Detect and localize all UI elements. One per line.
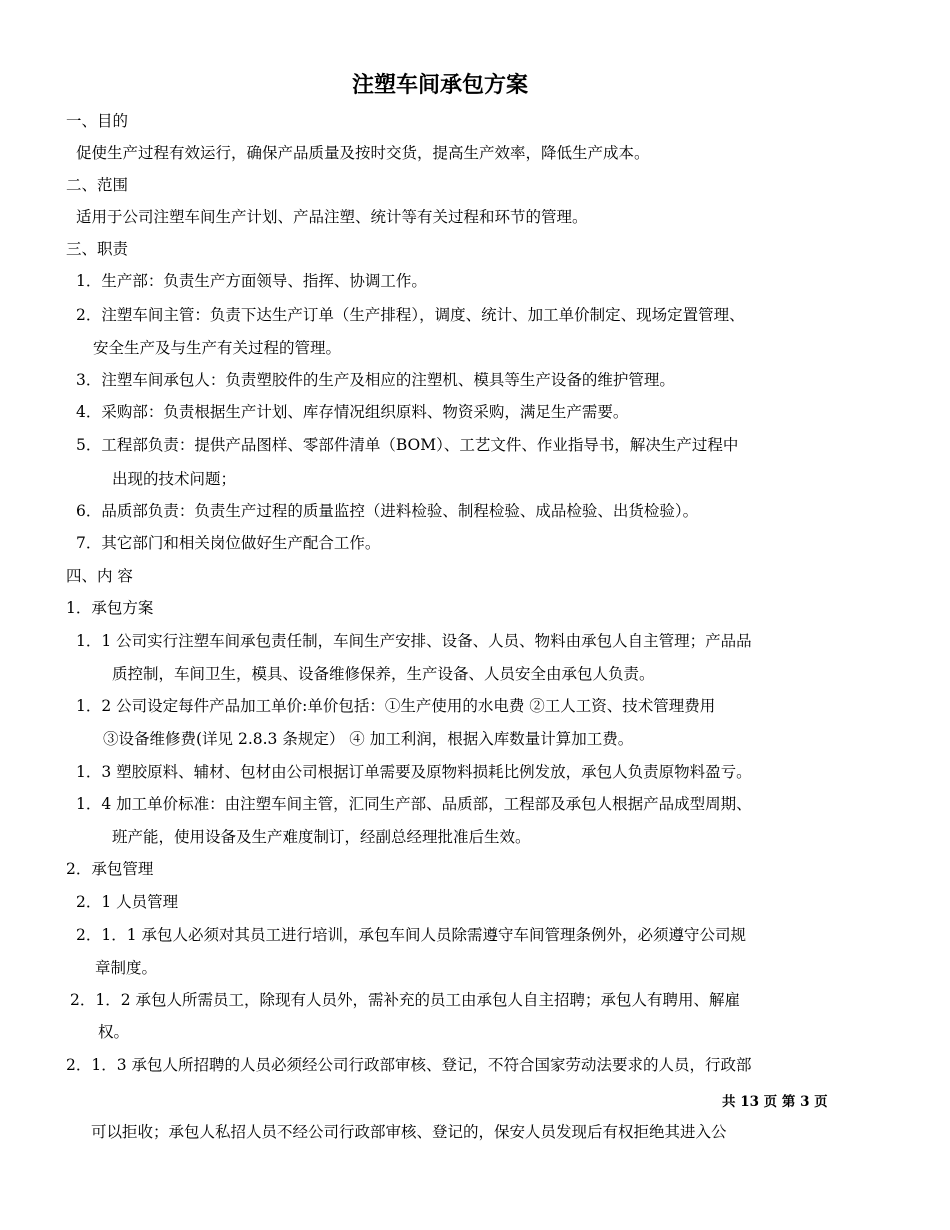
list-item: 2．注塑车间主管：负责下达生产订单（生产排程），调度、统计、加工单价制定、现场定置管理、 [76,306,745,324]
clause: 1．3 塑胶原料、辅材、包材由公司根据订单需要及原物料损耗比例发放，承包人负责原物料盈亏。 [76,763,752,781]
list-item: 5．工程部负责：提供产品图样、零部件清单（BOM）、工艺文件、作业指导书，解决生产过程中 [76,436,739,454]
clause-continuation: 可以拒收；承包人私招人员不经公司行政部审核、登记的，保安人员发现后有权拒绝其进入公 [91,1123,727,1141]
list-item: 7．其它部门和相关岗位做好生产配合工作。 [76,534,381,552]
clause: 2．1．2 承包人所需员工，除现有人员外，需补充的员工由承包人自主招聘；承包人有聘用、解雇 [70,991,741,1009]
list-item-continuation: 安全生产及与生产有关过程的管理。 [93,339,342,357]
clause-continuation: 质控制，车间卫生，模具、设备维修保养，生产设备、人员安全由承包人负责。 [112,665,655,683]
section-heading-content: 四、内 容 [66,567,133,585]
list-item: 6．品质部负责：负责生产过程的质量监控（进料检验、制程检验、成品检验、出货检验）。 [76,502,699,520]
document-title: 注塑车间承包方案 [351,73,528,98]
list-item-continuation: 出现的技术问题； [112,470,237,488]
paragraph: 促使生产过程有效运行，确保产品质量及按时交货，提高生产效率，降低生产成本。 [76,144,650,162]
list-item: 1．生产部：负责生产方面领导、指挥、协调工作。 [76,272,427,290]
subsection-heading: 1．承包方案 [66,599,154,617]
list-item: 3．注塑车间承包人：负责塑胶件的生产及相应的注塑机、模具等生产设备的维护管理。 [76,371,675,389]
clause: 2．1．3 承包人所招聘的人员必须经公司行政部审核、登记，不符合国家劳动法要求的人员，行政部 [66,1056,752,1074]
section-heading-purpose: 一、目的 [66,112,129,130]
clause: 2．1．1 承包人必须对其员工进行培训，承包车间人员除需遵守车间管理条例外，必须遵守公司规 [76,926,747,944]
section-heading-scope: 二、范围 [66,176,129,194]
clause-continuation: 权。 [98,1023,130,1041]
clause-continuation: 章制度。 [95,959,158,977]
list-item: 4．采购部：负责根据生产计划、库存情况组织原料、物资采购，满足生产需要。 [76,403,629,421]
page-number: 共 13 页 第 3 页 [722,1094,828,1110]
clause-continuation: 班产能，使用设备及生产难度制订，经副总经理批准后生效。 [112,828,531,846]
clause-continuation: ③设备维修费(详见 2.8.3 条规定） ④ 加工利润，根据入库数量计算加工费。 [103,730,634,748]
clause: 1．4 加工单价标准：由注塑车间主管，汇同生产部、品质部，工程部及承包人根据产品成型周期、 [76,795,752,813]
clause-heading: 2．1 人员管理 [76,893,179,911]
section-heading-duties: 三、职责 [66,240,129,258]
paragraph: 适用于公司注塑车间生产计划、产品注塑、统计等有关过程和环节的管理。 [76,208,588,226]
clause: 1．1 公司实行注塑车间承包责任制，车间生产安排、设备、人员、物料由承包人自主管理；产品品 [76,632,752,650]
clause: 1．2 公司设定每件产品加工单价:单价包括：①生产使用的水电费 ②工人工资、技术管理费用 [76,697,716,715]
subsection-heading: 2．承包管理 [66,860,154,878]
